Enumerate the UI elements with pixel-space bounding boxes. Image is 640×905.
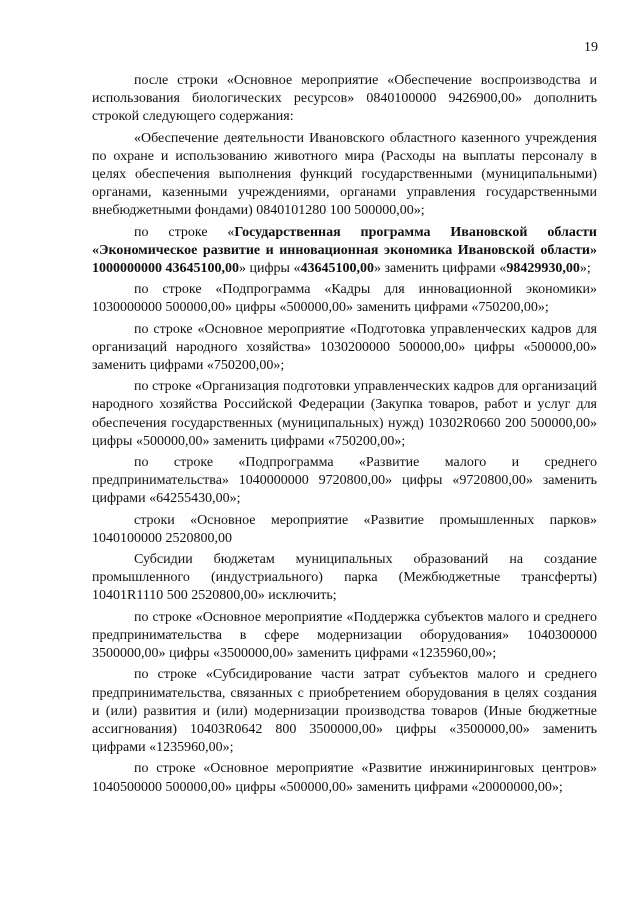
paragraph-12: по строке «Основное мероприятие «Развитие инжиниринговых центров» 1040500000 500000,00» цифры «500000,00» заменить цифрами «20000000,00»; (92, 761, 597, 795)
page-number: 19 (584, 40, 598, 55)
paragraph-3-program-name: Государственная программа Ивановской области «Экономическое развитие и инновационная экономика Ивановской области» 1000000000 43645100,00 (92, 224, 597, 277)
paragraph-3-text-1: по строке « (134, 224, 235, 240)
paragraph-7: по строке «Подпрограмма «Развитие малого и среднего предпринимательства» 1040000000 9720800,00» цифры «9720800,00» заменить цифрами «64255430,00»; (92, 455, 597, 507)
document-body (92, 72, 597, 797)
paragraph-4: по строке «Подпрограмма «Кадры для инновационной экономики» 1030000000 500000,00» цифры «500000,00» заменить цифрами «750200,00»; (92, 282, 597, 316)
paragraph-3 (92, 224, 597, 279)
paragraph-3-text-3: » заменить цифрами « (373, 261, 507, 277)
paragraph-9: Субсидии бюджетам муниципальных образований на создание промышленного (индустриального) парка (Межбюджетные трансферты) 10401R1110 500 2520800,00» исключить; (92, 552, 597, 604)
paragraph-11: по строке «Субсидирование части затрат субъектов малого и среднего предпринимательства, связанных с приобретением оборудования в целях создания и (или) развития и (или) модернизации производства товаров (Иные бюджетные ассигнования) 10403R0642 800 3500000,00» цифры «3500000,00» заменить цифрами «1235960,00»; (92, 667, 597, 756)
paragraph-3-old-value: 43645100,00 (300, 261, 374, 277)
paragraph-10: по строке «Основное мероприятие «Поддержка субъектов малого и среднего предпринимательства в сфере модернизации оборудования» 1040300000 3500000,00» цифры «3500000,00» заменить цифрами «1235960,00»; (92, 609, 597, 662)
paragraph-3-text-4: »; (579, 261, 591, 277)
paragraph-8: строки «Основное мероприятие «Развитие промышленных парков» 1040100000 2520800,00 (92, 512, 597, 546)
paragraph-3-new-value: 98429930,00 (506, 261, 580, 277)
paragraph-3-text-2: » цифры « (239, 261, 301, 277)
paragraph-6: по строке «Организация подготовки управленческих кадров для организаций народного хозяйства Российской Федерации (Закупка товаров, работ и услуг для обеспечения государственных (муниципальных) нужд) 10302R0660 200 500000,00» цифры «500000,00» заменить цифрами «750200,00»; (92, 379, 597, 449)
paragraph-1: после строки «Основное мероприятие «Обеспечение воспроизводства и использования биологических ресурсов» 0840100000 9426900,00» дополнить строкой следующего содержания: (92, 73, 597, 125)
paragraph-5: по строке «Основное мероприятие «Подготовка управленческих кадров для организаций народного хозяйства» 1030200000 500000,00» цифры «500000,00» заменить цифрами «750200,00»; (92, 321, 597, 374)
paragraph-2: «Обеспечение деятельности Ивановского областного казенного учреждения по охране и использованию животного мира (Расходы на выплаты персоналу в целях обеспечения выполнения функций государственными (муниципальными) органами, казенными учреждениями, органами управления государственными внебюджетными фондами) 0840101280 100 500000,00»; (92, 130, 597, 219)
